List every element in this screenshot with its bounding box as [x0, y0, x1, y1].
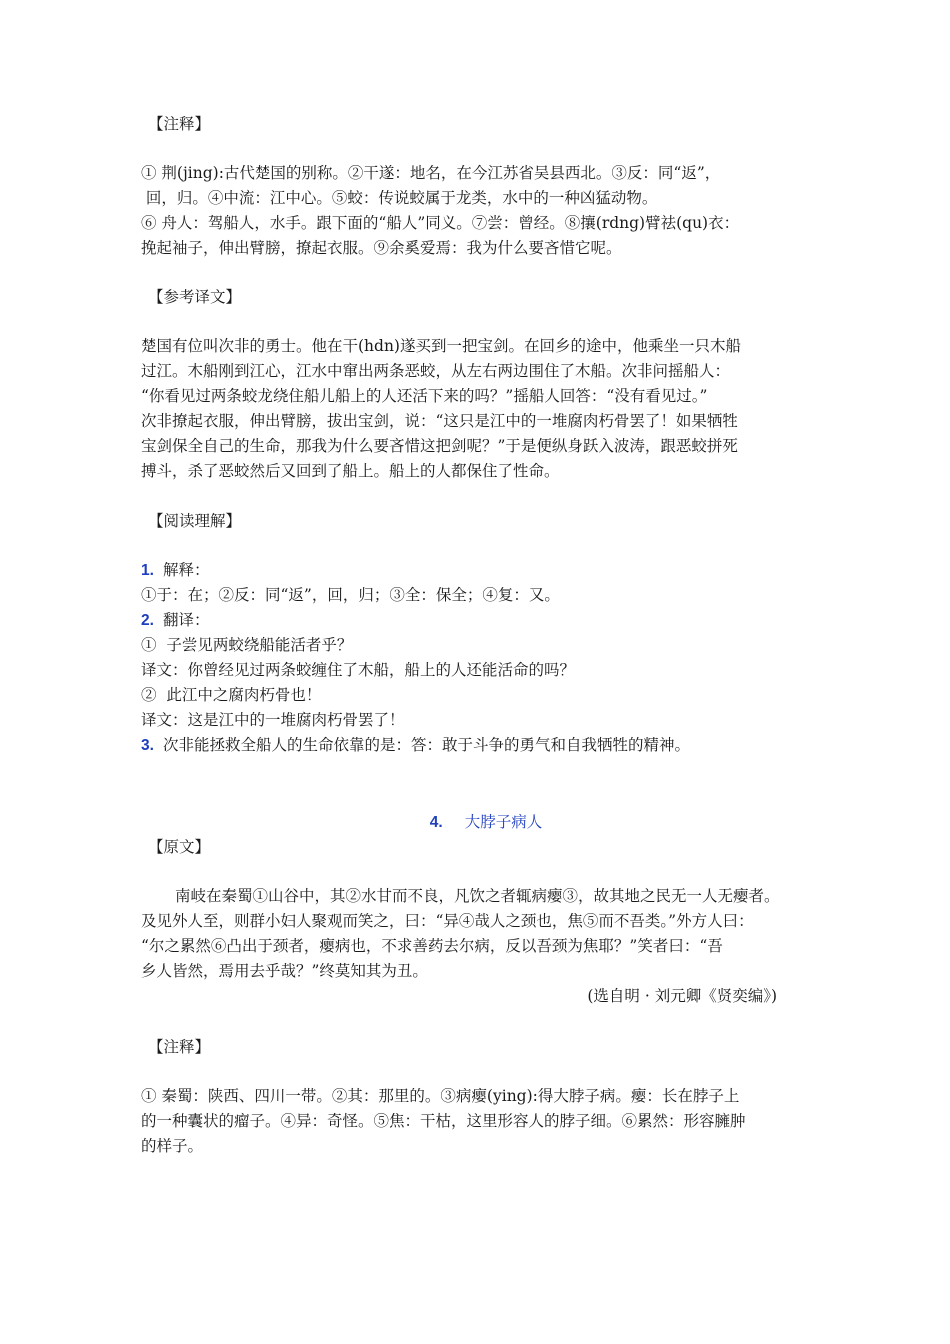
answer-1: ①于：在；②反：同“返”，回，归；③全：保全；④复：又。 — [141, 586, 560, 604]
question-number: 1. — [141, 562, 154, 579]
question-2-item-2: ② 此江中之腐肉朽骨也！ — [141, 686, 322, 704]
question-3 — [141, 733, 831, 758]
original-header: 【原文】 — [148, 838, 211, 856]
notes-section-2 — [141, 1035, 831, 1159]
reading-section — [141, 509, 831, 758]
question-text: 翻译： — [162, 611, 210, 629]
translation-line: “你看见过两条蛟龙绕住船儿船上的人还活下来的吗？”摇船人回答：“没有看见过。” — [141, 387, 708, 405]
notes-line: 的样子。 — [141, 1137, 204, 1155]
original-line: “尔之累然⑥凸出于颈者，瘿病也，不求善药去尔病，反以吾颈为焦耶？”笑者曰：“吾 — [141, 937, 723, 955]
section-4 — [141, 810, 831, 1009]
notes-header: 【注释】 — [148, 1038, 211, 1056]
notes-line: 回，归。④中流：江中心。⑤蛟：传说蛟属于龙类，水中的一种凶猛动物。 — [141, 189, 658, 207]
section-title — [141, 810, 831, 835]
original-line: 及见外人至，则群小妇人聚观而笑之，曰：“异④哉人之颈也，焦⑤而不吾类。”外方人曰： — [141, 912, 754, 930]
translation-line: 次非撩起衣服，伸出臂膀，拔出宝剑，说：“这只是江中的一堆腐肉朽骨罢了！如果牺牲 — [141, 412, 738, 430]
notes-section-1 — [141, 112, 831, 261]
original-line: 乡人皆然，焉用去乎哉？”终莫知其为丑。 — [141, 962, 428, 980]
reading-header: 【阅读理解】 — [148, 512, 242, 530]
question-2 — [141, 608, 831, 633]
section-title-text: 大脖子病人 — [464, 813, 543, 831]
answer-2-item-2: 译文：这是江中的一堆腐肉朽骨罢了！ — [141, 711, 405, 729]
notes-line: 的一种囊状的瘤子。④异：奇怪。⑤焦：干枯，这里形容人的脖子细。⑥累然：形容臃肿 — [141, 1112, 746, 1130]
notes-header: 【注释】 — [148, 115, 211, 133]
question-number: 2. — [141, 612, 154, 629]
translation-line: 楚国有位叫次非的勇士。他在干(hdn)遂买到一把宝剑。在回乡的途中，他乘坐一只木船 — [141, 337, 741, 355]
translation-header: 【参考译文】 — [148, 288, 242, 306]
question-number: 3. — [141, 737, 154, 754]
source-citation: (选自明 · 刘元卿《贤奕编》) — [587, 987, 777, 1005]
notes-line: 挽起袖子，伸出臂膀，撩起衣服。⑨余奚爱焉：我为什么要吝惜它呢。 — [141, 239, 622, 257]
notes-line: ⑥ 舟人：驾船人，水手。跟下面的“船人”同义。⑦尝：曾经。⑧攘(rdng)臂祛(qu)衣： — [141, 214, 740, 232]
question-text: 次非能拯救全船人的生命依靠的是：答：敢于斗争的勇气和自我牺牲的精神。 — [162, 736, 690, 754]
question-2-item-1: ① 子尝见两蛟绕船能活者乎？ — [141, 636, 353, 654]
notes-line: ① 秦蜀：陕西、四川一带。②其：那里的。③病瘿(ying):得大脖子病。瘿：长在脖子上 — [141, 1087, 740, 1105]
section-number: 4. — [429, 814, 443, 831]
question-text: 解释： — [162, 561, 210, 579]
translation-line: 宝剑保全自己的生命，那我为什么要吝惜这把剑呢？”于是便纵身跃入波涛，跟恶蛟拼死 — [141, 437, 738, 455]
translation-line: 搏斗，杀了恶蛟然后又回到了船上。船上的人都保住了性命。 — [141, 462, 560, 480]
original-line: 南岐在秦蜀①山谷中，其②水甘而不良，凡饮之者辄病瘿③，故其地之民无一人无瘿者。 — [175, 887, 780, 905]
answer-2-item-1: 译文：你曾经见过两条蛟缠住了木船，船上的人还能活命的吗？ — [141, 661, 576, 679]
question-1 — [141, 558, 831, 583]
notes-line: ① 荆(jing):古代楚国的别称。②干遂：地名，在今江苏省吴县西北。③反：同“返”， — [141, 164, 721, 182]
translation-line: 过江。木船刚到江心，江水中窜出两条恶蛟，从左右两边围住了木船。次非问摇船人： — [141, 362, 731, 380]
translation-section — [141, 285, 831, 484]
